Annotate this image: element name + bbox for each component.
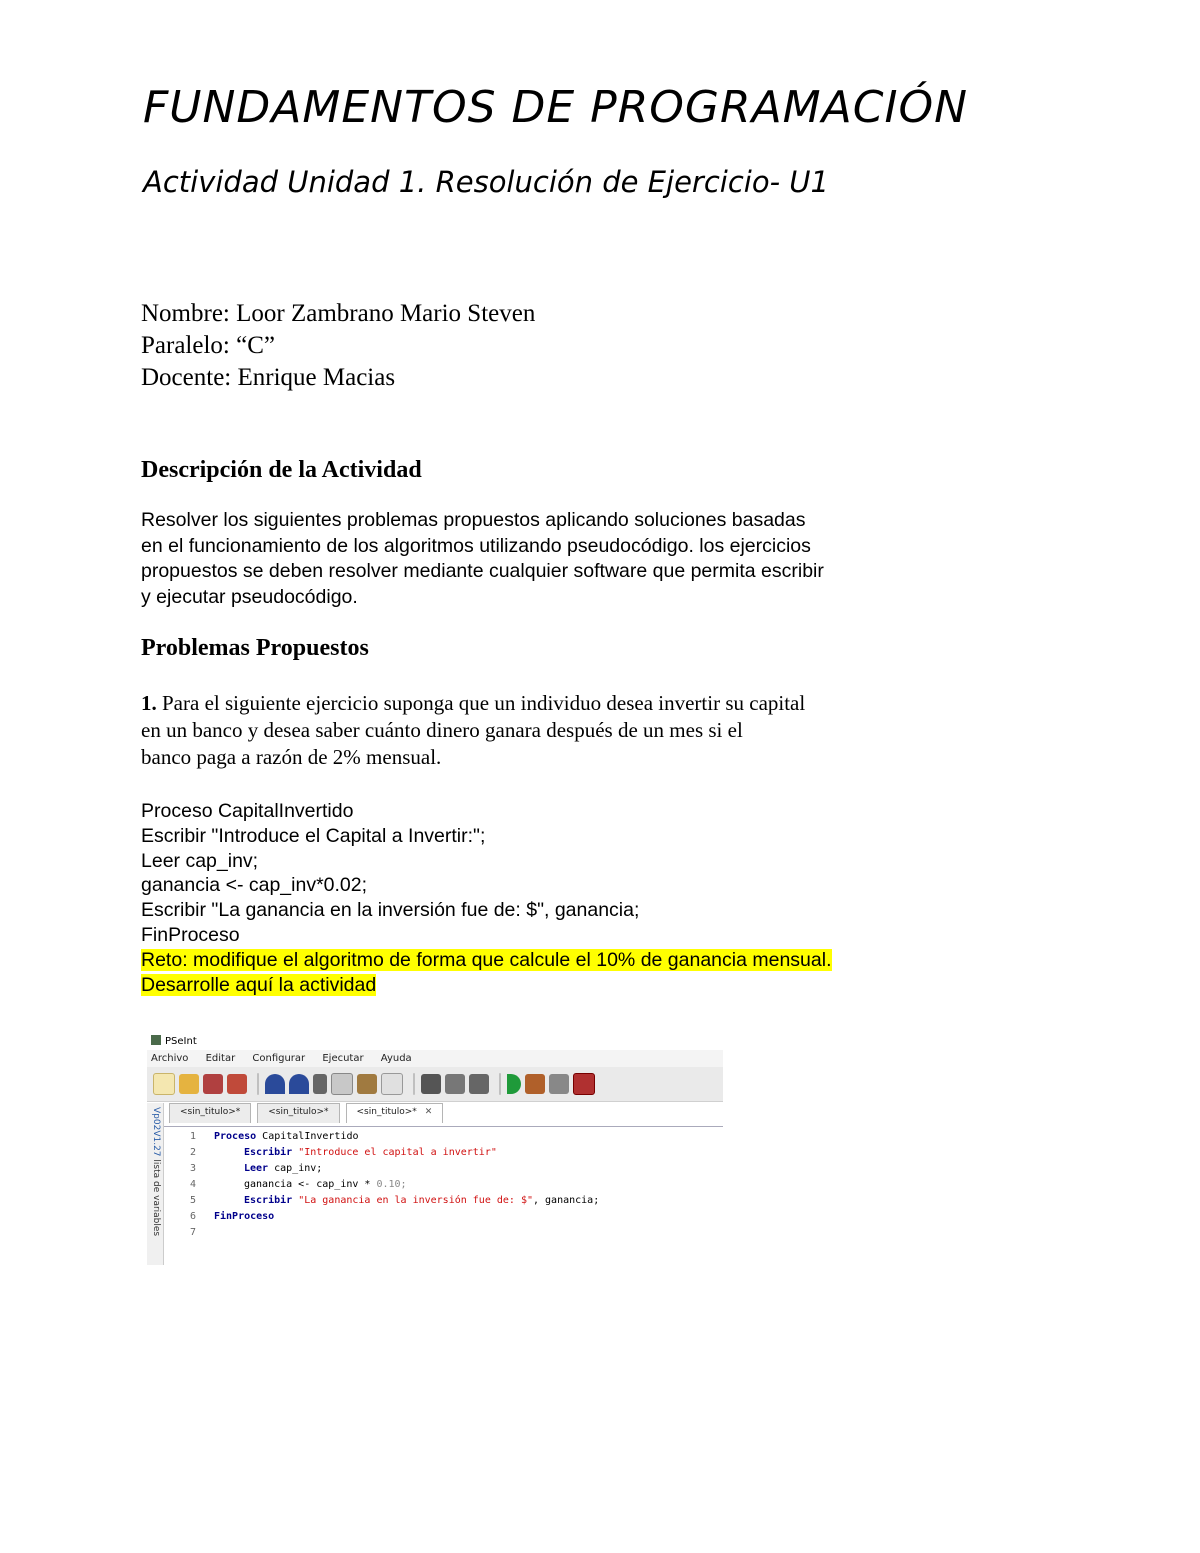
line-number: 5 xyxy=(189,1195,196,1206)
student-info xyxy=(141,298,535,394)
problemas-heading: Problemas Propuestos xyxy=(141,635,369,661)
editor-tab[interactable] xyxy=(169,1103,251,1123)
code-line: FinProceso xyxy=(141,923,240,946)
new-file-icon[interactable] xyxy=(153,1073,175,1095)
document-subtitle: Actividad Unidad 1. Resolución de Ejercicio- U1 xyxy=(143,165,829,199)
problem-1 xyxy=(141,690,805,771)
editor-code-line: ganancia <- cap_inv * 0.10; xyxy=(244,1179,407,1190)
toolbar-separator xyxy=(413,1073,415,1095)
code-line: Escribir "Introduce el Capital a Invertir:"; xyxy=(141,824,486,847)
editor-tabs xyxy=(169,1103,449,1123)
code-line: Proceso CapitalInvertido xyxy=(141,800,354,822)
code-line: ganancia <- cap_inv*0.02; xyxy=(141,874,368,897)
editor-code-line: Escribir "La ganancia en la inversión fue de: $", ganancia; xyxy=(244,1195,600,1206)
descripcion-line: en el funcionamiento de los algoritmos utilizando pseudocódigo. los ejercicios xyxy=(141,534,811,557)
copy-icon[interactable] xyxy=(331,1073,353,1095)
pseint-titlebar xyxy=(147,1033,723,1050)
reto-highlight: Reto: modifique el algoritmo de forma que calcule el 10% de ganancia mensual. xyxy=(141,948,832,971)
code-editor[interactable] xyxy=(164,1126,723,1265)
descripcion-line: y ejecutar pseudocódigo. xyxy=(141,585,358,608)
menu-configurar[interactable]: Configurar xyxy=(252,1053,306,1064)
student-name: Nombre: Loor Zambrano Mario Steven xyxy=(141,300,536,327)
problem-text: en un banco y desea saber cuánto dinero ganara después de un mes si el xyxy=(141,718,743,742)
tab-label: <sin_titulo>* xyxy=(356,1107,417,1117)
replace-icon[interactable] xyxy=(469,1074,489,1094)
student-docente: Docente: Enrique Macias xyxy=(141,364,396,391)
problem-number: 1. xyxy=(141,691,157,715)
descripcion-heading: Descripción de la Actividad xyxy=(141,457,422,483)
flowchart-icon[interactable] xyxy=(549,1074,569,1094)
paste-icon[interactable] xyxy=(357,1074,377,1094)
code-line: Leer cap_inv; xyxy=(141,849,259,872)
save-icon[interactable] xyxy=(203,1074,223,1094)
descripcion-line: Resolver los siguientes problemas propuestos aplicando soluciones basadas xyxy=(141,509,806,531)
side-variables-label: lista de variables xyxy=(151,1159,161,1237)
descripcion-paragraph xyxy=(141,508,931,610)
line-number: 1 xyxy=(189,1131,196,1142)
tab-label: <sin_titulo>* xyxy=(180,1107,241,1117)
toolbar-separator xyxy=(257,1073,259,1095)
code-line: Escribir "La ganancia en la inversión fue de: $", ganancia; xyxy=(141,899,640,922)
undo-icon[interactable] xyxy=(265,1074,285,1094)
editor-tab[interactable] xyxy=(257,1103,339,1123)
step-icon[interactable] xyxy=(525,1074,545,1094)
line-number: 7 xyxy=(189,1227,196,1238)
tab-label: <sin_titulo>* xyxy=(268,1107,329,1117)
indent-icon[interactable] xyxy=(381,1073,403,1095)
problem-text: banco paga a razón de 2% mensual. xyxy=(141,745,442,769)
pseint-logo-icon xyxy=(151,1035,161,1045)
line-number: 2 xyxy=(189,1147,196,1158)
menu-ejecutar[interactable]: Ejecutar xyxy=(322,1053,364,1064)
side-version-label: Vp02V1.27 xyxy=(151,1107,161,1157)
redo-icon[interactable] xyxy=(289,1074,309,1094)
menu-archivo[interactable]: Archivo xyxy=(151,1053,189,1064)
close-tab-icon[interactable]: ✕ xyxy=(424,1107,433,1117)
editor-tab-active[interactable] xyxy=(346,1103,444,1123)
editor-code-line: Escribir "Introduce el capital a invertir" xyxy=(244,1147,497,1158)
pseint-window-title: PSeInt xyxy=(165,1036,197,1047)
editor-code-line: Proceso CapitalInvertido xyxy=(214,1131,359,1142)
descripcion-line: propuestos se deben resolver mediante cualquier software que permita escribir xyxy=(141,560,824,582)
save-as-icon[interactable] xyxy=(227,1074,247,1094)
open-folder-icon[interactable] xyxy=(179,1074,199,1094)
student-paralelo: Paralelo: “C” xyxy=(141,332,275,359)
pseudocode-block xyxy=(141,799,832,997)
pseint-screenshot xyxy=(147,1033,723,1265)
line-number: 6 xyxy=(189,1211,196,1222)
help-icon[interactable] xyxy=(573,1073,595,1095)
variables-panel[interactable] xyxy=(147,1103,164,1265)
reto-highlight: Desarrolle aquí la actividad xyxy=(141,973,377,996)
cut-icon[interactable] xyxy=(313,1074,327,1094)
variables-label xyxy=(151,1107,161,1236)
toolbar-separator xyxy=(499,1073,501,1095)
menu-ayuda[interactable]: Ayuda xyxy=(380,1053,412,1064)
editor-code-line: FinProceso xyxy=(214,1211,275,1222)
run-icon[interactable] xyxy=(507,1074,521,1094)
find-next-icon[interactable] xyxy=(445,1074,465,1094)
problem-text: Para el siguiente ejercicio suponga que un individuo desea invertir su capital xyxy=(156,691,806,715)
search-icon[interactable] xyxy=(421,1074,441,1094)
pseint-toolbar xyxy=(147,1067,723,1102)
menu-editar[interactable]: Editar xyxy=(205,1053,236,1064)
document-title: FUNDAMENTOS DE PROGRAMACIÓN xyxy=(143,82,968,133)
line-number: 4 xyxy=(189,1179,196,1190)
line-number: 3 xyxy=(189,1163,196,1174)
editor-code-line: Leer cap_inv; xyxy=(244,1163,323,1174)
pseint-menubar xyxy=(147,1050,723,1067)
